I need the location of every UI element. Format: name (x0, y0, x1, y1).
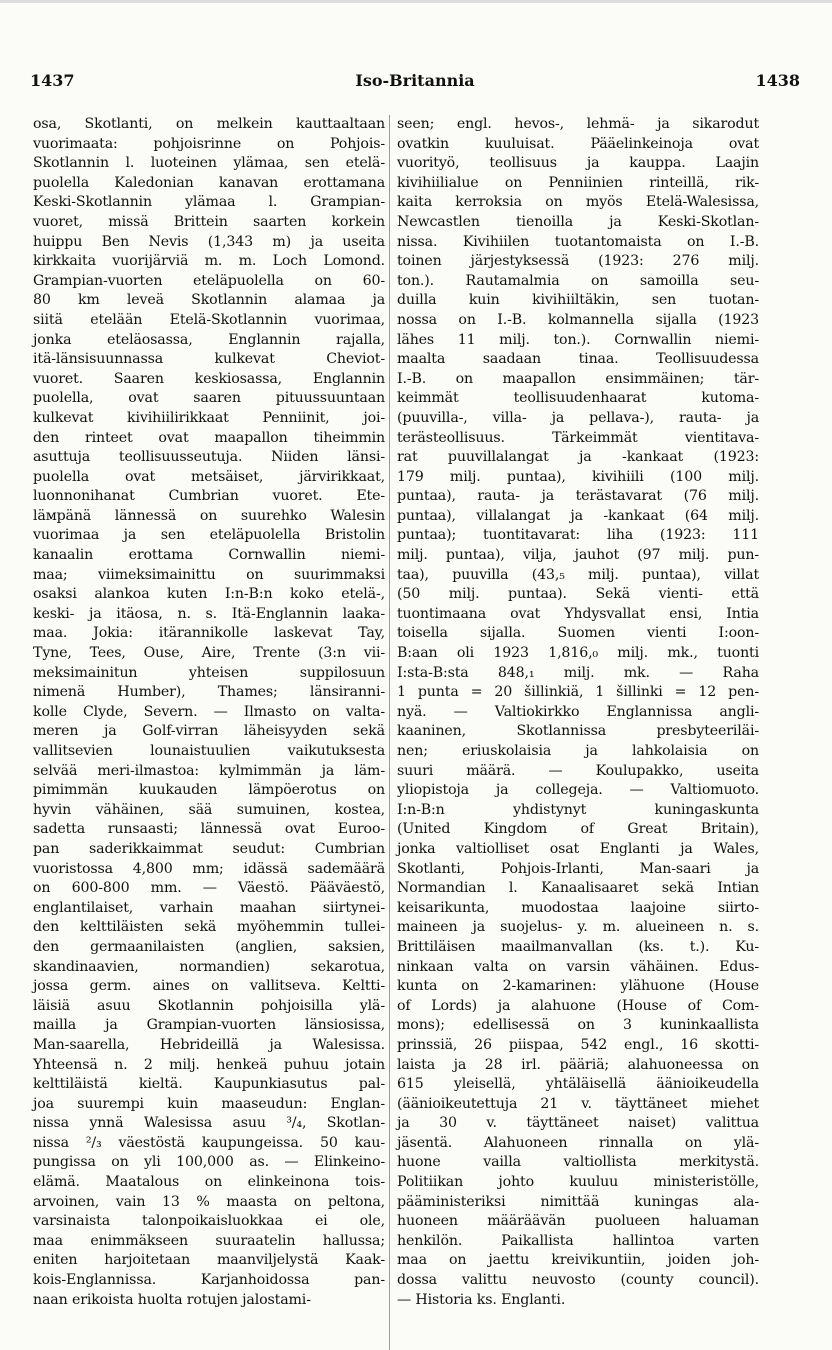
text-line: nyä. — Valtiokirkko Englannissa angli- (397, 703, 759, 720)
text-line: huone vailla valtiollista merkitystä. (397, 1154, 759, 1171)
text-line: jonka eteläosassa, Englannin rajalla, (33, 331, 385, 348)
text-line: vuoret, missä Brittein saarten korkein (33, 213, 385, 230)
text-line: — Historia ks. Englanti. (397, 1291, 566, 1308)
text-line: vuorityö, teollisuus ja kauppa. Laajin (397, 155, 759, 172)
column-divider (389, 115, 390, 1350)
text-line: Tyne, Tees, Ouse, Aire, Trente (3:n vii- (33, 645, 385, 662)
text-line: I:n-B:n yhdistynyt kuningaskunta (397, 801, 759, 818)
text-line: yliopistoja ja collegeja. — Valtiomuoto. (397, 782, 759, 799)
text-line: Man-saarella, Hebrideillä ja Walesissa. (33, 1036, 385, 1053)
text-line: jäsentä. Alahuoneen rinnalla on ylä- (397, 1134, 759, 1151)
text-line: den rinteet ovat maapallon tiheimmin (33, 429, 385, 446)
text-line: elämä. Maatalous on elinkeinona tois- (33, 1174, 385, 1191)
page-number-left: 1437 (30, 71, 75, 90)
text-line: nissa ynnä Walesissa asuu ³/₄, Skotlan- (33, 1115, 385, 1132)
text-line: keski- ja itäosa, n. s. Itä-Englannin laaka- (33, 605, 385, 622)
text-line: pääministeriksi nimittää kuningas ala- (397, 1193, 759, 1210)
text-line: kulkevat kivihiilirikkaat Penniinit, joi- (33, 409, 385, 426)
text-line: meksimainitun yhteisen suppilosuun (33, 664, 385, 681)
left-text-column (33, 115, 385, 1310)
text-line: on 600-800 mm. — Väestö. Pääväestö, (33, 880, 385, 897)
text-line: vuoret. Saaren keskiosassa, Englannin (33, 370, 385, 387)
text-line: läмpänä lännessä on suurehko Walesin (33, 507, 385, 524)
text-line: laista ja 28 irl. pääriä; alahuoneessa on (397, 1056, 759, 1073)
text-line: kivihiilialue on Penniinien rinteillä, rik- (397, 174, 759, 191)
text-line: puolella ovat metsäiset, järvirikkaat, (33, 468, 385, 485)
text-line: ovatkin kuuluisat. Pääelinkeinoja ovat (397, 135, 759, 152)
text-line: terästeollisuus. Tärkeimmät vientitava- (397, 429, 759, 446)
text-line: Skotlanti, Pohjois-Irlanti, Man-saari ja (397, 860, 759, 877)
text-line: seen; engl. hevos-, lehmä- ja sikarodut (397, 116, 759, 132)
text-line: tuontimaana ovat Yhdysvallat ensi, Intia (397, 605, 759, 622)
text-line: maa. Jokia: itärannikolle laskevat Tay, (33, 625, 385, 642)
page-top-edge (0, 0, 832, 3)
text-line: pimimmän kuukauden lämpöerotus on (33, 782, 385, 799)
text-line: maa on jaettu kreivikuntiin, joiden joh- (397, 1252, 759, 1269)
text-line: Brittiläisen maailmanvallan (ks. t.). Ku- (397, 938, 759, 955)
text-line: Newcastlen tienoilla ja Keski-Skotlan- (397, 213, 759, 230)
text-line: kanaalin erottama Cornwallin niemi- (33, 547, 385, 564)
text-line: huippu Ben Nevis (1,343 m) ja useita (33, 233, 385, 250)
text-line: mons); edellisessä on 3 kuninkaallista (397, 1017, 759, 1034)
text-line: eniten harjoitetaan maanviljelystä Kaak- (33, 1252, 385, 1269)
text-line: nossa on I.-B. kolmannella sijalla (1923 (397, 311, 759, 328)
text-line: varsinaista talonpoikaisluokkaa ei ole, (33, 1213, 385, 1230)
text-line: henkilön. Paikallista hallintoa varten (397, 1232, 759, 1249)
text-line: 80 km leveä Skotlannin alamaa ja (33, 292, 385, 309)
text-line: asuttuja teollisuusseutuja. Niiden länsi- (33, 449, 385, 466)
text-line: keimmät teollisuudenhaarat kutoma- (397, 390, 759, 407)
text-line: joa suurempi kuin maaseudun: Englan- (33, 1095, 385, 1112)
text-line: nen; eriuskolaisia ja lahkolaisia on (397, 743, 759, 759)
text-line: toinen järjestyksessä (1923: 276 milj. (397, 253, 759, 270)
text-line: (50 milj. puntaa). Sekä vienti- että (397, 586, 759, 603)
text-line: ja 30 v. täyttäneet naiset) valittua (397, 1115, 759, 1132)
text-line: taa), puuvilla (43,₅ milj. puntaa), villat (397, 566, 759, 583)
text-line: B:aan oli 1923 1,816,₀ milj. mk., tuonti (397, 645, 759, 662)
text-line: jonka valtiolliset osat Englanti ja Wales, (397, 840, 759, 857)
text-line: nissa ²/₃ väestöstä kaupungeissa. 50 kau- (33, 1134, 385, 1151)
text-line: maa; viimeksimainittu on suurimmaksi (33, 566, 385, 583)
right-text-column (397, 115, 759, 1310)
text-line: luonnonihanat Cumbrian vuoret. Ete- (33, 488, 385, 505)
text-line: läisiä asuu Skotlannin pohjoisilla ylä- (33, 997, 385, 1014)
text-line: of Lords) ja alahuone (House of Com- (397, 997, 759, 1014)
text-line: kaaninen, Skotlannissa presbyteeriläi- (397, 723, 759, 740)
text-line: kois-Englannissa. Karjanhoidossa pan- (33, 1272, 385, 1289)
text-line: ninkaan valta on varsin vähäinen. Edus- (397, 958, 759, 975)
text-line: vuorimaa ja sen eteläpuolella Bristolin (33, 527, 385, 544)
text-line: prinssiä, 26 piispaa, 542 engl., 16 skotti- (397, 1036, 759, 1053)
text-line: keisarikunta, muodostaa laajoine siirto- (397, 899, 759, 916)
text-line: selvää meri-ilmastoa: kylmimmän ja läm- (33, 762, 385, 779)
text-line: nissa. Kivihiilen tuotantomaista on I.-B. (397, 233, 759, 250)
text-line: vuoristossa 4,800 mm; idässä sademäärä (33, 860, 385, 877)
text-line: siitä etelään Etelä-Skotlannin vuorimaa, (33, 311, 385, 328)
text-line: vallitsevien lounaistuulien vaikutuksesta (33, 743, 385, 759)
text-line: toisella sijalla. Suomen vienti I:oon- (397, 625, 759, 642)
text-line: kunta on 2-kamarinen: ylähuone (House (397, 978, 759, 995)
page-number-right: 1438 (755, 71, 800, 90)
text-line: maa enimmäkseen suuraatelin hallussa; (33, 1232, 385, 1249)
text-line: Politiikan johto kuuluu ministeristölle, (397, 1174, 759, 1191)
text-line: puolella, ovat saaren pituussuuntaan (33, 390, 385, 407)
text-line: I.-B. on maapallon ensimmäinen; tär- (397, 370, 759, 387)
text-line: rat puuvillalangat ja -kankaat (1923: (397, 449, 759, 466)
text-line: den kelttiläisten sekä myöhemmin tullei- (33, 919, 385, 936)
text-line: puntaa), villalangat ja -kankaat (64 milj. (397, 507, 759, 524)
text-line: sadetta runsaasti; lännessä ovat Euroo- (33, 821, 385, 838)
text-line: vuorimaata: pohjoisrinne on Pohjois- (33, 135, 385, 152)
text-line: kaita kerroksia on myös Etelä-Walesissa, (397, 194, 759, 211)
text-line: skandinaavien, normandien) sekarotua, (33, 958, 385, 975)
text-line: huoneen määräävän puolueen haluaman (397, 1213, 759, 1230)
text-line: englantilaiset, varhain maahan siirtynei- (33, 899, 385, 916)
text-line: meren ja Golf-virran läheisyyden sekä (33, 723, 385, 740)
text-line: 1 punta = 20 šillinkiä, 1 šillinki = 12 pen- (397, 684, 759, 701)
text-line: Skotlannin l. luoteinen ylämaa, sen etelä- (33, 155, 385, 172)
text-line: (äänioikeutettuja 21 v. täyttäneet miehet (397, 1095, 759, 1112)
text-line: osa, Skotlanti, on melkein kauttaaltaan (33, 116, 385, 132)
text-line: Normandian l. Kanaalisaaret sekä Intian (397, 880, 759, 897)
text-line: kelttiläistä kieltä. Kaupunkiasutus pal- (33, 1076, 385, 1093)
text-line: osaksi alankoa kuten I:n-B:n koko etelä-, (33, 586, 385, 603)
text-line: puolella Kaledonian kanavan erottamana (33, 174, 385, 191)
text-line: Grampian-vuorten eteläpuolella on 60- (33, 272, 385, 289)
text-line: mailla ja Grampian-vuorten länsiosissa, (33, 1017, 385, 1034)
text-line: nimenä Humber), Thames; länsiranni- (33, 684, 385, 701)
text-line: maalta saadaan tinaa. Teollisuudessa (397, 351, 759, 368)
text-line: pungissa on yli 100,000 as. — Elinkeino- (33, 1154, 385, 1171)
text-line: 615 yleisellä, yhtäläisellä äänioikeudella (397, 1076, 759, 1093)
text-line: jossa germ. aines on vallitseva. Keltti- (33, 978, 385, 995)
text-line: 179 milj. puntaa), kivihiili (100 milj. (397, 468, 759, 485)
text-line: itä-länsisuunnassa kulkevat Cheviot- (33, 351, 385, 368)
text-line: milj. puntaa), vilja, jauhot (97 milj. pun- (397, 547, 759, 564)
page-header (30, 71, 800, 99)
text-line: kirkkaita vuorijärviä m. m. Loch Lomond. (33, 253, 385, 270)
text-line: Keski-Skotlannin ylämaa l. Grampian- (33, 194, 385, 211)
text-line: naan erikoista huolta rotujen jalostami- (33, 1291, 311, 1308)
text-line: ton.). Rautamalmia on samoilla seu- (397, 272, 759, 289)
text-line: I:sta-B:sta 848,₁ milj. mk. — Raha (397, 664, 759, 681)
text-line: arvoinen, vain 13 % maasta on peltona, (33, 1193, 385, 1210)
text-line: (United Kingdom of Great Britain), (397, 821, 759, 838)
text-line: suuri määrä. — Koulupakko, useita (397, 762, 759, 779)
text-line: lähes 11 milj. ton.). Cornwallin niemi- (397, 331, 759, 348)
text-line: den germaanilaisten (anglien, saksien, (33, 938, 385, 955)
text-line: puntaa), rauta- ja terästavarat (76 milj. (397, 488, 759, 505)
page-title: Iso-Britannia (355, 71, 475, 90)
text-line: maineen ja suojelus- y. m. alueineen n. s. (397, 919, 759, 936)
text-line: puntaa); tuontitavarat: liha (1923: 111 (397, 527, 759, 544)
text-line: hyvin vähäinen, sää sumuinen, kostea, (33, 801, 385, 818)
text-line: kolle Clyde, Severn. — Ilmasto on valta- (33, 703, 385, 720)
text-line: dossa valittu neuvosto (county council). (397, 1272, 759, 1289)
text-line: Yhteensä n. 2 milj. henkeä puhuu jotain (33, 1056, 385, 1073)
text-line: duilla kuin kivihiiltäkin, sen tuotan- (397, 292, 759, 309)
text-line: (puuvilla-, villa- ja pellava-), rauta- ja (397, 409, 759, 426)
text-line: pan saderikkaimmat seudut: Cumbrian (33, 840, 385, 857)
